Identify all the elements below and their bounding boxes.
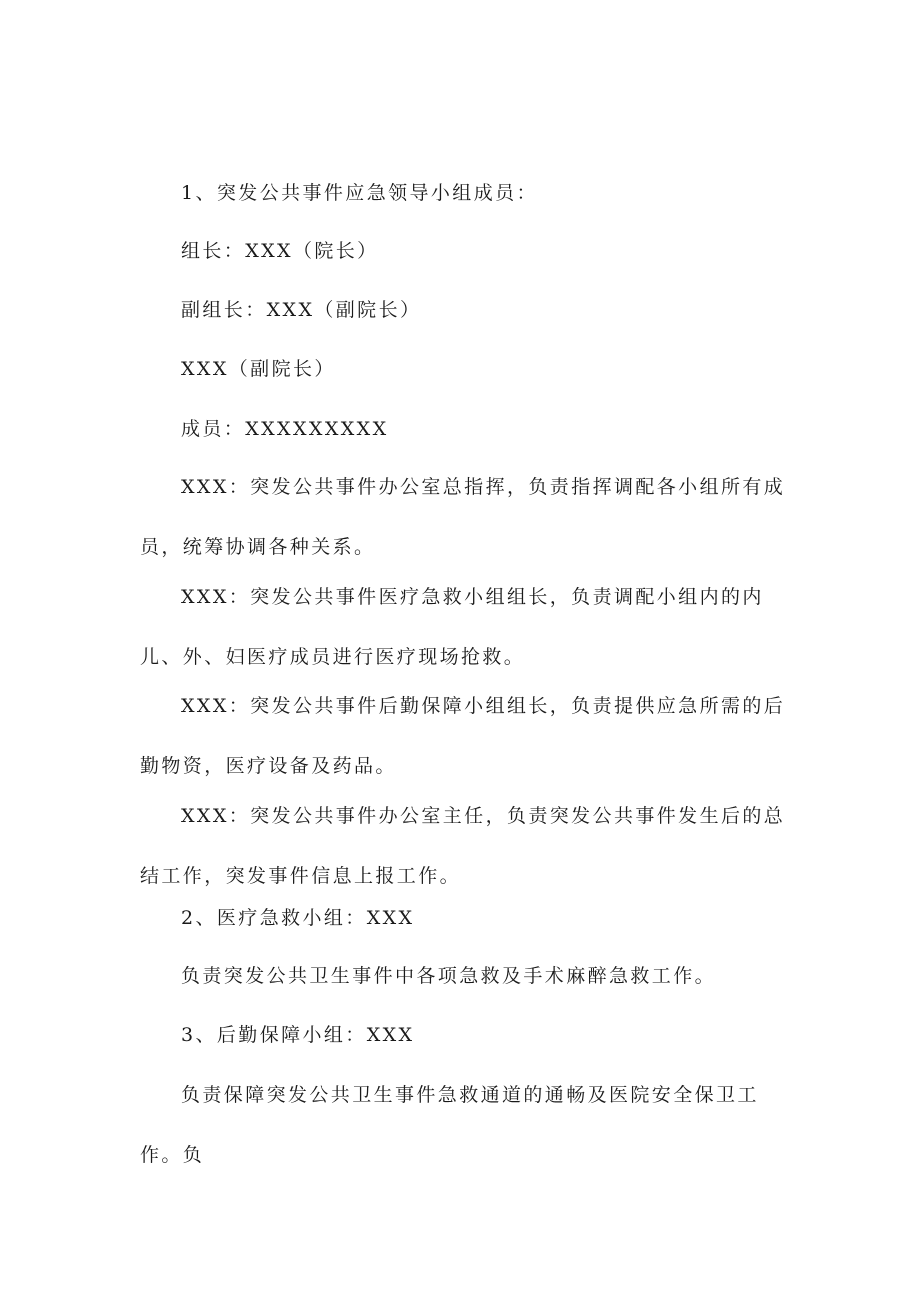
deputy-leader-line: 副组长：XXX（副院长） [181, 299, 422, 321]
leader-line: 组长：XXX（院长） [181, 240, 379, 262]
members-line: 成员：XXXXXXXXX [181, 418, 389, 440]
section-3-heading: 3、后勤保障小组：XXX [181, 1024, 415, 1046]
section-3-body: 负责保障突发公共卫生事件急救通道的通畅及医院安全保卫工作。负 [140, 1084, 759, 1166]
duty-commander-paragraph: XXX：突发公共事件办公室总指挥，负责指挥调配各小组所有成员，统筹协调各种关系。 [140, 476, 786, 558]
section-1-heading: 1、突发公共事件应急领导小组成员： [181, 182, 538, 204]
duty-logistics-paragraph: XXX：突发公共事件后勤保障小组组长，负责提供应急所需的后勤物资，医疗设备及药品。 [140, 695, 786, 777]
section-2-body: 负责突发公共卫生事件中各项急救及手术麻醉急救工作。 [181, 965, 717, 987]
duty-office-paragraph: XXX：突发公共事件办公室主任，负责突发公共事件发生后的总结工作，突发事件信息上报工作。 [140, 805, 786, 887]
section-2-heading: 2、医疗急救小组：XXX [181, 907, 415, 929]
deputy-leader-line-2: XXX（副院长） [181, 358, 336, 380]
duty-medical-paragraph: XXX：突发公共事件医疗急救小组组长，负责调配小组内的内儿、外、妇医疗成员进行医疗现场抢救。 [140, 586, 764, 668]
